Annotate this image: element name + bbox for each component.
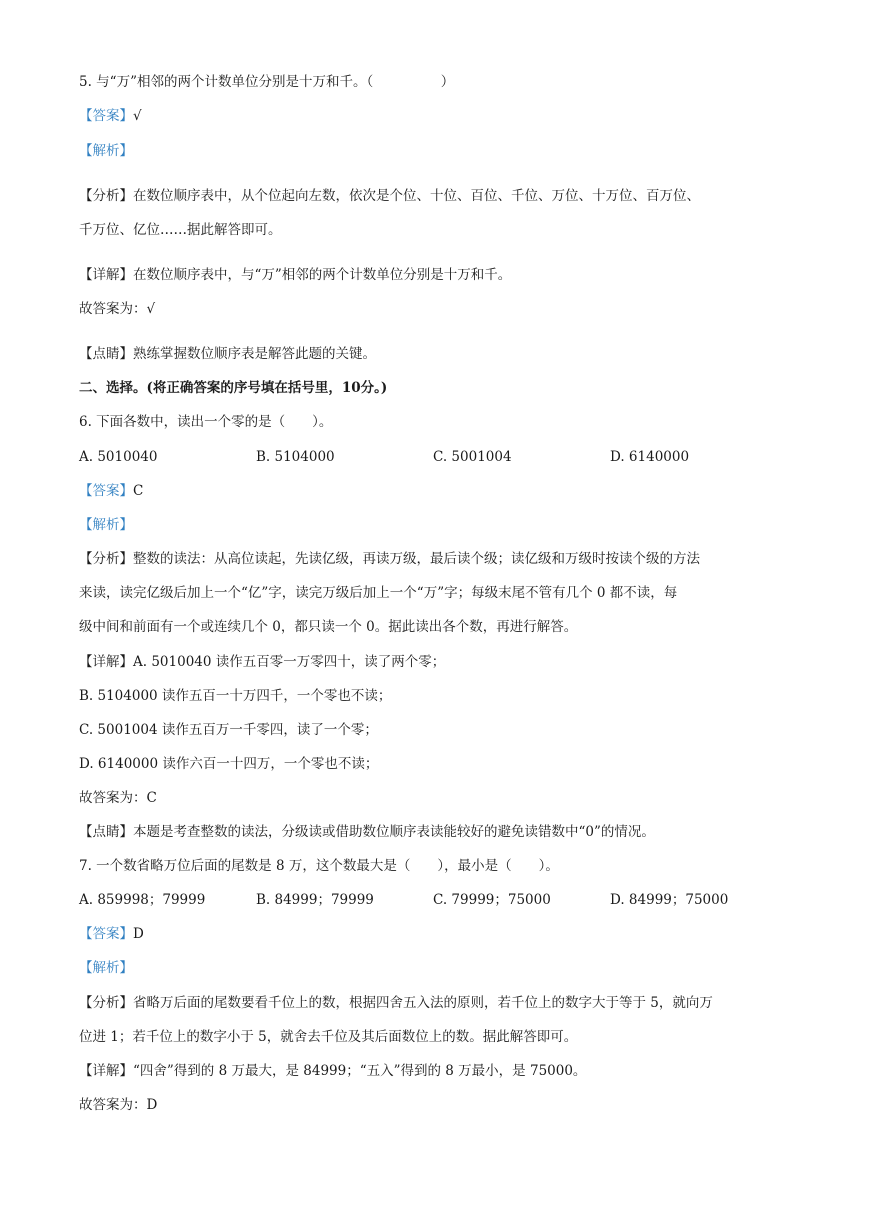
q6-final-answer: 故答案为：C — [79, 790, 157, 806]
q7-option-b: B. 84999；79999 — [256, 892, 374, 908]
q6-option-a: A. 5010040 — [79, 449, 158, 465]
q6-option-d: D. 6140000 — [610, 449, 690, 465]
q5-dianjing-text: 熟练掌握数位顺序表是解答此题的关键。 — [133, 346, 376, 362]
q7-analysis-tag: 【解析】 — [79, 960, 133, 976]
q5-question: 5. 与“万”相邻的两个计数单位分别是十万和千。（ ） — [79, 74, 455, 90]
q5-fenxi-text1: 在数位顺序表中，从个位起向左数，依次是个位、十位、百位、千位、万位、十万位、百万位、 — [133, 188, 700, 204]
q6-option-b: B. 5104000 — [256, 449, 335, 465]
q7-question: 7. 一个数省略万位后面的尾数是 8 万，这个数最大是（ ），最小是（ ）。 — [79, 858, 559, 874]
q6-answer-line — [79, 481, 143, 501]
q5-answer: √ — [133, 108, 142, 124]
q7-fenxi-line1 — [79, 993, 713, 1013]
q7-fenxi-line2: 位进 1；若千位上的数字小于 5，就舍去千位及其后面数位上的数。据此解答即可。 — [79, 1029, 578, 1045]
xiangjie-tag: 【详解】 — [79, 654, 133, 670]
q7-option-d: D. 84999；75000 — [610, 892, 729, 908]
xiangjie-tag: 【详解】 — [79, 267, 133, 283]
q6-fenxi-text1: 整数的读法：从高位读起，先读亿级，再读万级，最后读个级；读亿级和万级时按读个级的方法 — [133, 551, 700, 567]
q6-fenxi-line2: 来读，读完亿级后加上一个“亿”字，读完万级后加上一个“万”字；每级末尾不管有几个 0 都不读，每 — [79, 585, 678, 601]
q6-xiangjie-b: B. 5104000 读作五百一十万四千，一个零也不读； — [79, 688, 392, 704]
q6-xiangjie-a: A. 5010040 读作五百零一万零四十，读了两个零； — [133, 654, 446, 670]
q6-dianjing-text: 本题是考查整数的读法，分级读或借助数位顺序表读能较好的避免读错数中“0”的情况。 — [133, 824, 655, 840]
q5-final-answer: 故答案为：√ — [79, 301, 156, 317]
q5-dianjing-line — [79, 344, 376, 364]
dianjing-tag: 【点睛】 — [79, 824, 133, 840]
q5-xiangjie-line — [79, 265, 511, 285]
q5-analysis-tag: 【解析】 — [79, 143, 133, 159]
q7-answer-line — [79, 924, 144, 944]
q7-xiangjie-line — [79, 1061, 586, 1081]
q5-fenxi-line2: 千万位、亿位……据此解答即可。 — [79, 222, 282, 238]
q7-answer: D — [133, 926, 144, 942]
q6-xiangjie-d: D. 6140000 读作六百一十四万，一个零也不读； — [79, 756, 379, 772]
q6-question: 6. 下面各数中，读出一个零的是（ ）。 — [79, 414, 333, 430]
q7-option-c: C. 79999；75000 — [433, 892, 551, 908]
fenxi-tag: 【分析】 — [79, 188, 133, 204]
q6-fenxi-line1 — [79, 549, 700, 569]
dianjing-tag: 【点睛】 — [79, 346, 133, 362]
fenxi-tag: 【分析】 — [79, 551, 133, 567]
q6-analysis-tag: 【解析】 — [79, 517, 133, 533]
section-title: 二、选择。(将正确答案的序号填在括号里，10分。) — [79, 380, 388, 396]
q6-dianjing-line — [79, 822, 655, 842]
answer-tag: 【答案】 — [79, 926, 133, 942]
q6-xiangjie-c: C. 5001004 读作五百万一千零四，读了一个零； — [79, 722, 378, 738]
q7-option-a: A. 859998；79999 — [79, 892, 206, 908]
q6-answer: C — [133, 483, 144, 499]
q7-xiangjie-text: “四舍”得到的 8 万最大，是 84999；“五入”得到的 8 万最小，是 75000。 — [133, 1063, 587, 1079]
answer-tag: 【答案】 — [79, 483, 133, 499]
q5-answer-line — [79, 106, 142, 126]
xiangjie-tag: 【详解】 — [79, 1063, 133, 1079]
q6-xiangjie-line-a — [79, 652, 445, 672]
fenxi-tag: 【分析】 — [79, 995, 133, 1011]
q5-fenxi-line1 — [79, 186, 700, 206]
answer-tag: 【答案】 — [79, 108, 133, 124]
q7-final-answer: 故答案为：D — [79, 1097, 158, 1113]
q6-fenxi-line3: 级中间和前面有一个或连续几个 0，都只读一个 0。据此读出各个数，再进行解答。 — [79, 619, 578, 635]
q6-option-c: C. 5001004 — [433, 449, 512, 465]
q5-xiangjie-text: 在数位顺序表中，与“万”相邻的两个计数单位分别是十万和千。 — [133, 267, 512, 283]
q7-fenxi-text1: 省略万后面的尾数要看千位上的数，根据四舍五入法的原则，若千位上的数字大于等于 5，就向万 — [133, 995, 713, 1011]
